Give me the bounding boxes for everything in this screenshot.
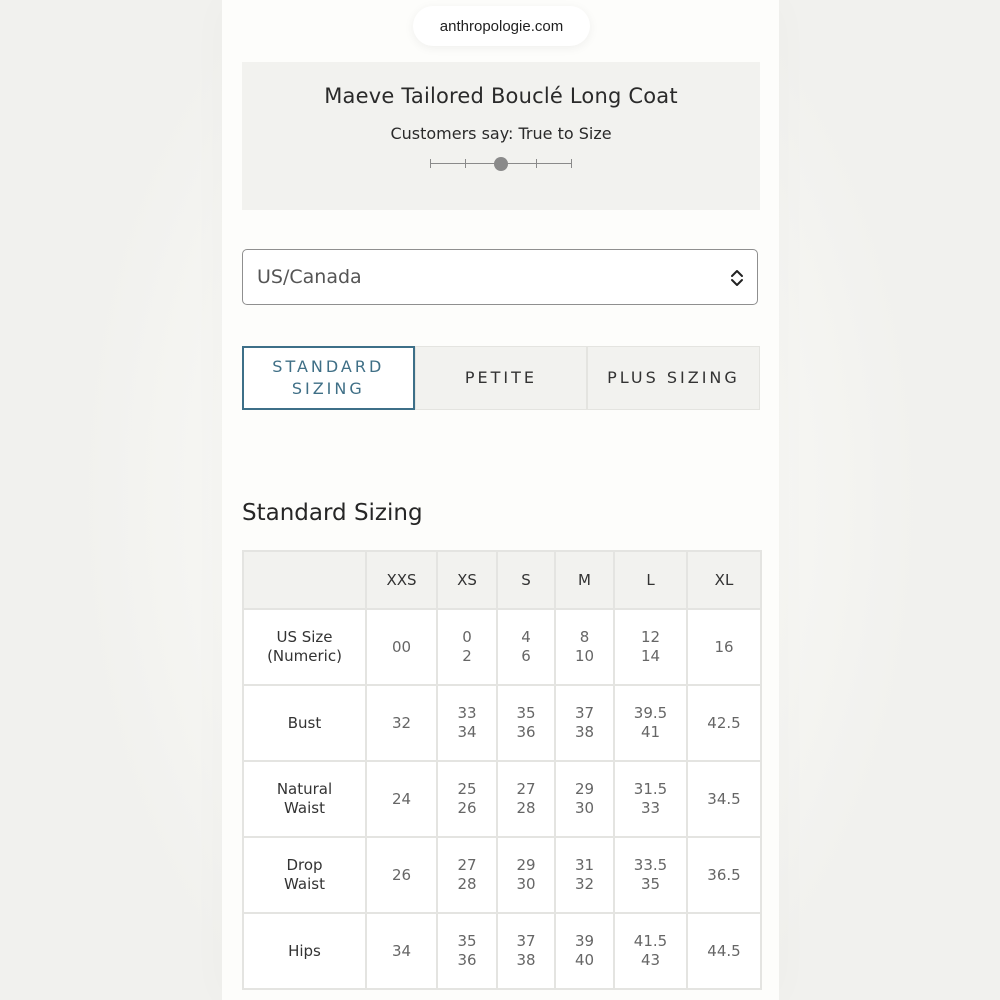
table-cell: 33.5 35 — [614, 837, 687, 913]
table-cell: 32 — [366, 685, 437, 761]
header-cell-xs: XS — [437, 551, 497, 609]
table-cell: 39 40 — [555, 913, 614, 989]
table-cell: 26 — [366, 837, 437, 913]
table-cell: 37 38 — [555, 685, 614, 761]
table-cell: 12 14 — [614, 609, 687, 685]
table-cell: 25 26 — [437, 761, 497, 837]
table-cell: 42.5 — [687, 685, 761, 761]
fit-summary — [242, 62, 760, 210]
fit-label: Customers say: True to Size — [390, 124, 612, 143]
header-cell-m: M — [555, 551, 614, 609]
tab-petite[interactable] — [415, 346, 588, 410]
header-cell-xl: XL — [687, 551, 761, 609]
url-bar[interactable] — [413, 6, 590, 46]
table-cell: 41.5 43 — [614, 913, 687, 989]
table-row — [243, 761, 761, 837]
table-cell: 35 36 — [497, 685, 555, 761]
table-cell: 31 32 — [555, 837, 614, 913]
tab-standard-sizing[interactable] — [242, 346, 415, 410]
size-chart-header-row — [243, 551, 761, 609]
tab-petite-label: PETITE — [464, 368, 537, 387]
tab-standard-sizing-label: STANDARD SIZING — [272, 357, 385, 398]
table-cell: 27 28 — [497, 761, 555, 837]
row-label-bust: Bust — [243, 685, 366, 761]
row-label-us-size: US Size (Numeric) — [243, 609, 366, 685]
table-cell: 27 28 — [437, 837, 497, 913]
table-cell: 44.5 — [687, 913, 761, 989]
fit-scale-tick — [536, 159, 537, 168]
size-chart-table — [242, 550, 762, 990]
table-cell: 37 38 — [497, 913, 555, 989]
fit-scale-indicator — [494, 157, 508, 171]
table-cell: 16 — [687, 609, 761, 685]
product-title: Maeve Tailored Bouclé Long Coat — [324, 84, 678, 108]
tab-plus-sizing-label: PLUS SIZING — [607, 368, 740, 387]
table-cell: 39.5 41 — [614, 685, 687, 761]
table-cell: 34 — [366, 913, 437, 989]
table-cell: 29 30 — [555, 761, 614, 837]
table-cell: 29 30 — [497, 837, 555, 913]
table-cell: 4 6 — [497, 609, 555, 685]
header-cell-xxs: XXS — [366, 551, 437, 609]
fit-scale-tick — [465, 159, 466, 168]
fit-scale-tick — [571, 159, 572, 168]
header-cell-blank — [243, 551, 366, 609]
table-cell: 33 34 — [437, 685, 497, 761]
table-cell: 31.5 33 — [614, 761, 687, 837]
table-cell: 34.5 — [687, 761, 761, 837]
table-cell: 35 36 — [437, 913, 497, 989]
row-label-drop-waist: Drop Waist — [243, 837, 366, 913]
table-cell: 0 2 — [437, 609, 497, 685]
chevron-updown-icon — [729, 268, 745, 288]
region-select-value: US/Canada — [257, 266, 362, 288]
section-title: Standard Sizing — [242, 500, 423, 526]
sizing-tabs — [242, 346, 760, 410]
header-cell-s: S — [497, 551, 555, 609]
table-row — [243, 609, 761, 685]
table-cell: 8 10 — [555, 609, 614, 685]
row-label-hips: Hips — [243, 913, 366, 989]
url-text: anthropologie.com — [439, 17, 564, 35]
region-select[interactable] — [242, 249, 758, 305]
table-cell: 00 — [366, 609, 437, 685]
table-row — [243, 837, 761, 913]
table-row — [243, 913, 761, 989]
tab-plus-sizing[interactable] — [587, 346, 760, 410]
fit-scale-tick — [430, 159, 431, 168]
table-cell: 24 — [366, 761, 437, 837]
header-cell-l: L — [614, 551, 687, 609]
table-cell: 36.5 — [687, 837, 761, 913]
fit-scale — [430, 154, 572, 174]
table-row — [243, 685, 761, 761]
row-label-natural-waist: Natural Waist — [243, 761, 366, 837]
